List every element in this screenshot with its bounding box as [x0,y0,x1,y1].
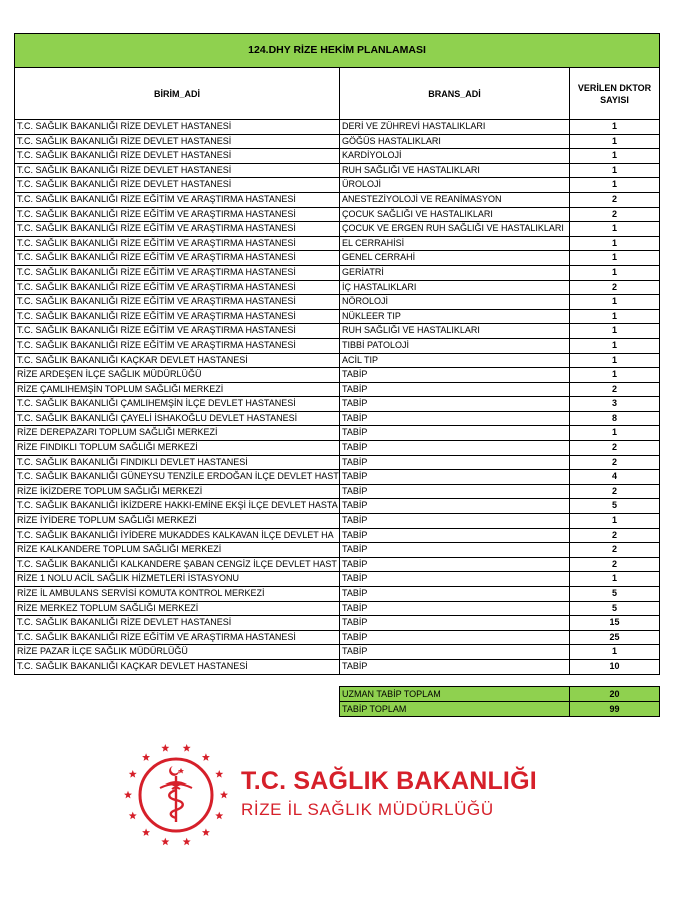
table-row [15,265,660,280]
table-row [15,616,660,631]
table-row [15,338,660,353]
logo-star-icon [215,812,223,820]
ministry-logo-icon [121,740,231,850]
table-row [15,382,660,397]
cell-count: 1 [570,265,660,280]
cell-unit: RİZE İYİDERE TOPLUM SAĞLIĞI MERKEZİ [15,514,340,529]
cell-branch: TABİP [340,645,570,660]
table-row [15,222,660,237]
logo-star-icon [129,812,137,820]
cell-count: 3 [570,397,660,412]
cell-branch: DERİ VE ZÜHREVİ HASTALIKLARI [340,120,570,135]
cell-branch: RUH SAĞLIĞI VE HASTALIKLARI [340,324,570,339]
org-subtitle: RİZE İL SAĞLIK MÜDÜRLÜĞÜ [241,800,494,819]
cell-unit: T.C. SAĞLIK BAKANLIĞI RİZE EĞİTİM VE ARAŞTIRMA HASTANESİ [15,251,340,266]
cell-count: 2 [570,557,660,572]
logo-star-icon [161,744,169,752]
table-row [15,236,660,251]
cell-branch: TABİP [340,616,570,631]
cell-branch: TABİP [340,426,570,441]
cell-branch: ÇOCUK VE ERGEN RUH SAĞLIĞI VE HASTALIKLARI [340,222,570,237]
cell-unit: RİZE PAZAR İLÇE SAĞLIK MÜDÜRLÜĞÜ [15,645,340,660]
table-row [15,149,660,164]
cell-branch: NÜKLEER TIP [340,309,570,324]
cell-count: 1 [570,572,660,587]
totals-value: 99 [570,702,660,717]
cell-branch: TABİP [340,484,570,499]
table-row [15,441,660,456]
table-row [15,178,660,193]
cell-count: 5 [570,601,660,616]
cell-count: 5 [570,499,660,514]
logo-star-icon [124,791,132,799]
cell-unit: T.C. SAĞLIK BAKANLIĞI RİZE EĞİTİM VE ARAŞTIRMA HASTANESİ [15,338,340,353]
cell-unit: T.C. SAĞLIK BAKANLIĞI RİZE EĞİTİM VE ARAŞTIRMA HASTANESİ [15,309,340,324]
cell-branch: TABİP [340,659,570,674]
cell-count: 1 [570,426,660,441]
cell-unit: T.C. SAĞLIK BAKANLIĞI RİZE DEVLET HASTANESİ [15,149,340,164]
table-row [15,557,660,572]
cell-unit: T.C. SAĞLIK BAKANLIĞI RİZE EĞİTİM VE ARAŞTIRMA HASTANESİ [15,280,340,295]
header-count: VERİLEN DKTOR SAYISI [570,68,660,120]
cell-unit: RİZE İKİZDERE TOPLUM SAĞLIĞI MERKEZİ [15,484,340,499]
cell-count: 1 [570,309,660,324]
cell-branch: ÜROLOJİ [340,178,570,193]
cell-count: 2 [570,192,660,207]
cell-unit: RİZE FINDIKLI TOPLUM SAĞLIĞI MERKEZİ [15,441,340,456]
cell-count: 10 [570,659,660,674]
org-name: T.C. SAĞLIK BAKANLIĞI [241,767,537,795]
cell-branch: KARDİYOLOJİ [340,149,570,164]
cell-branch: TABİP [340,411,570,426]
totals-label: UZMAN TABİP TOPLAM [340,687,570,702]
table-row [15,368,660,383]
logo-star-icon [142,753,150,761]
logo-star-icon [161,838,169,846]
header-unit: BİRİM_ADİ [15,68,340,120]
totals-row [340,702,660,717]
cell-unit: RİZE 1 NOLU ACİL SAĞLIK HİZMETLERİ İSTASYONU [15,572,340,587]
table-row [15,397,660,412]
cell-unit: RİZE ÇAMLIHEMŞİN TOPLUM SAĞLIĞI MERKEZİ [15,382,340,397]
table-row [15,426,660,441]
cell-unit: T.C. SAĞLIK BAKANLIĞI FINDIKLI DEVLET HASTANESİ [15,455,340,470]
cell-unit: T.C. SAĞLIK BAKANLIĞI RİZE EĞİTİM VE ARAŞTIRMA HASTANESİ [15,236,340,251]
cell-count: 1 [570,353,660,368]
table-row [15,207,660,222]
table-row [15,630,660,645]
cell-unit: T.C. SAĞLIK BAKANLIĞI İYİDERE MUKADDES KALKAVAN İLÇE DEVLET HA [15,528,340,543]
cell-branch: EL CERRAHİSİ [340,236,570,251]
table-row [15,543,660,558]
totals-row [340,687,660,702]
cell-count: 2 [570,455,660,470]
cell-unit: T.C. SAĞLIK BAKANLIĞI KALKANDERE ŞABAN CENGİZ İLÇE DEVLET HAST [15,557,340,572]
cell-count: 1 [570,134,660,149]
cell-count: 1 [570,338,660,353]
cell-unit: T.C. SAĞLIK BAKANLIĞI KAÇKAR DEVLET HASTANESİ [15,659,340,674]
cell-unit: T.C. SAĞLIK BAKANLIĞI RİZE EĞİTİM VE ARAŞTIRMA HASTANESİ [15,265,340,280]
logo-star-icon [215,770,223,778]
cell-count: 2 [570,528,660,543]
cell-count: 15 [570,616,660,631]
logo-star-icon [183,744,191,752]
cell-unit: T.C. SAĞLIK BAKANLIĞI ÇAYELİ İSHAKOĞLU DEVLET HASTANESİ [15,411,340,426]
table-row [15,470,660,485]
logo-star-icon [142,828,150,836]
logo-star-icon [202,828,210,836]
cell-branch: RUH SAĞLIĞI VE HASTALIKLARI [340,163,570,178]
logo-star-icon [220,791,228,799]
table-header-row [15,68,660,120]
cell-count: 1 [570,251,660,266]
cell-unit: T.C. SAĞLIK BAKANLIĞI İKİZDERE HAKKI-EMİNE EKŞİ İLÇE DEVLET HASTA [15,499,340,514]
table-title-row [15,34,660,68]
cell-unit: T.C. SAĞLIK BAKANLIĞI RİZE DEVLET HASTANESİ [15,163,340,178]
header-branch: BRANS_ADİ [340,68,570,120]
cell-branch: TABİP [340,601,570,616]
cell-unit: T.C. SAĞLIK BAKANLIĞI RİZE EĞİTİM VE ARAŞTIRMA HASTANESİ [15,630,340,645]
cell-branch: TABİP [340,630,570,645]
cell-count: 2 [570,441,660,456]
cell-count: 1 [570,645,660,660]
cell-count: 1 [570,120,660,135]
table-row [15,163,660,178]
cell-branch: ÇOCUK SAĞLIĞI VE HASTALIKLARI [340,207,570,222]
table-row [15,280,660,295]
cell-branch: TABİP [340,455,570,470]
table-row [15,528,660,543]
cell-unit: T.C. SAĞLIK BAKANLIĞI RİZE DEVLET HASTANESİ [15,134,340,149]
logo-star-icon [129,770,137,778]
cell-count: 1 [570,163,660,178]
cell-branch: GÖĞÜS HASTALIKLARI [340,134,570,149]
cell-branch: TABİP [340,572,570,587]
cell-unit: RİZE MERKEZ TOPLUM SAĞLIĞI MERKEZİ [15,601,340,616]
cell-count: 2 [570,484,660,499]
table-row [15,514,660,529]
table-row [15,659,660,674]
cell-unit: RİZE İL AMBULANS SERVİSİ KOMUTA KONTROL MERKEZİ [15,587,340,602]
cell-unit: T.C. SAĞLIK BAKANLIĞI RİZE DEVLET HASTANESİ [15,120,340,135]
cell-branch: TABİP [340,528,570,543]
table-row [15,645,660,660]
cell-unit: T.C. SAĞLIK BAKANLIĞI RİZE EĞİTİM VE ARAŞTIRMA HASTANESİ [15,192,340,207]
cell-branch: ACİL TIP [340,353,570,368]
cell-branch: GERİATRİ [340,265,570,280]
table-row [15,572,660,587]
cell-branch: İÇ HASTALIKLARI [340,280,570,295]
totals-value: 20 [570,687,660,702]
cell-branch: TABİP [340,499,570,514]
cell-branch: TABİP [340,587,570,602]
cell-unit: T.C. SAĞLIK BAKANLIĞI KAÇKAR DEVLET HASTANESİ [15,353,340,368]
cell-branch: TABİP [340,441,570,456]
cell-unit: T.C. SAĞLIK BAKANLIĞI RİZE EĞİTİM VE ARAŞTIRMA HASTANESİ [15,207,340,222]
cell-branch: TABİP [340,397,570,412]
cell-count: 1 [570,514,660,529]
table-row [15,295,660,310]
table-row [15,120,660,135]
totals-table [339,686,660,717]
cell-count: 2 [570,280,660,295]
cell-unit: T.C. SAĞLIK BAKANLIĞI GÜNEYSU TENZİLE ERDOĞAN İLÇE DEVLET HAST [15,470,340,485]
cell-branch: TABİP [340,543,570,558]
table-row [15,192,660,207]
cell-unit: T.C. SAĞLIK BAKANLIĞI RİZE EĞİTİM VE ARAŞTIRMA HASTANESİ [15,222,340,237]
cell-count: 1 [570,295,660,310]
table-row [15,484,660,499]
table-row [15,324,660,339]
table-row [15,601,660,616]
table-row [15,251,660,266]
cell-count: 1 [570,222,660,237]
cell-count: 1 [570,149,660,164]
cell-count: 5 [570,587,660,602]
cell-branch: TABİP [340,470,570,485]
table-row [15,134,660,149]
table-row [15,353,660,368]
cell-count: 1 [570,236,660,251]
cell-branch: TIBBİ PATOLOJİ [340,338,570,353]
cell-branch: ANESTEZİYOLOJİ VE REANİMASYON [340,192,570,207]
table-row [15,411,660,426]
cell-count: 1 [570,178,660,193]
cell-unit: RİZE DEREPAZARI TOPLUM SAĞLIĞI MERKEZİ [15,426,340,441]
cell-count: 8 [570,411,660,426]
cell-count: 2 [570,207,660,222]
cell-branch: NÖROLOJİ [340,295,570,310]
cell-branch: TABİP [340,382,570,397]
cell-unit: T.C. SAĞLIK BAKANLIĞI RİZE EĞİTİM VE ARAŞTIRMA HASTANESİ [15,295,340,310]
cell-count: 4 [570,470,660,485]
cell-unit: T.C. SAĞLIK BAKANLIĞI RİZE DEVLET HASTANESİ [15,616,340,631]
table-row [15,455,660,470]
cell-unit: T.C. SAĞLIK BAKANLIĞI ÇAMLIHEMŞİN İLÇE DEVLET HASTANESİ [15,397,340,412]
logo-star-icon [183,838,191,846]
cell-count: 1 [570,368,660,383]
table-row [15,499,660,514]
cell-unit: T.C. SAĞLIK BAKANLIĞI RİZE EĞİTİM VE ARAŞTIRMA HASTANESİ [15,324,340,339]
table-row [15,587,660,602]
doctor-planning-table [14,33,660,675]
cell-branch: TABİP [340,368,570,383]
cell-unit: RİZE ARDEŞEN İLÇE SAĞLIK MÜDÜRLÜĞÜ [15,368,340,383]
cell-count: 1 [570,324,660,339]
logo-star-icon [202,753,210,761]
table-title: 124.DHY RİZE HEKİM PLANLAMASI [15,34,660,68]
cell-branch: GENEL CERRAHİ [340,251,570,266]
cell-count: 25 [570,630,660,645]
cell-branch: TABİP [340,557,570,572]
table-row [15,309,660,324]
cell-count: 2 [570,382,660,397]
cell-count: 2 [570,543,660,558]
cell-unit: RİZE KALKANDERE TOPLUM SAĞLIĞI MERKEZİ [15,543,340,558]
cell-unit: T.C. SAĞLIK BAKANLIĞI RİZE DEVLET HASTANESİ [15,178,340,193]
cell-branch: TABİP [340,514,570,529]
totals-label: TABİP TOPLAM [340,702,570,717]
